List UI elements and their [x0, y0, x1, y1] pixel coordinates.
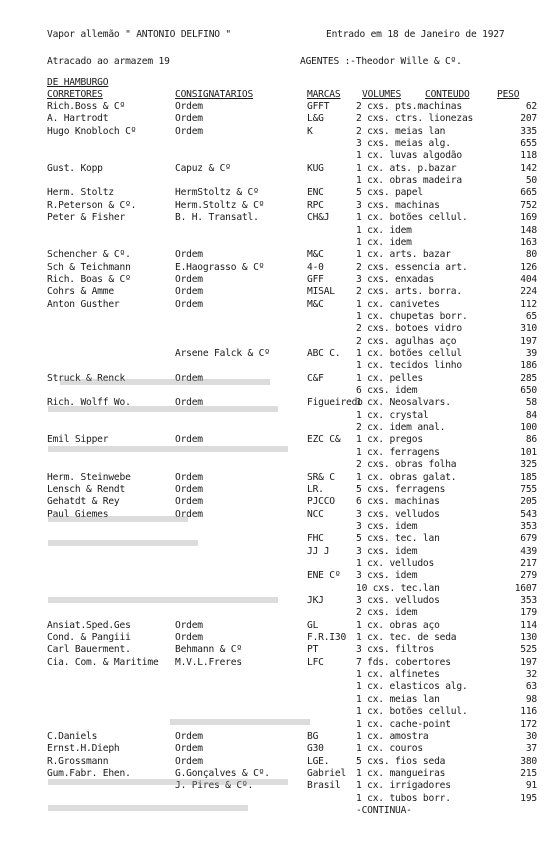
volume-contents: 6 cxs. idem	[356, 385, 418, 397]
volume-contents: 7 fds. cobertores	[356, 656, 451, 668]
broker: R.Peterson & Cº.	[47, 199, 137, 211]
volume-contents: 10 cxs. tec.lan	[356, 582, 440, 594]
manifest-row	[0, 237, 544, 249]
volume-contents: 1 cx. tubos borr.	[356, 792, 451, 804]
mark: JJ J	[307, 545, 330, 557]
consignee: Ordem	[175, 397, 203, 409]
manifest-row	[0, 299, 544, 311]
manifest-row	[0, 138, 544, 150]
manifest-row	[0, 607, 544, 619]
weight: 100	[520, 422, 537, 434]
broker: Gust. Kopp	[47, 162, 103, 174]
volume-contents: 3 cxs. meias alg.	[356, 138, 451, 150]
volume-contents: 1 cx. couros	[356, 743, 423, 755]
volume-contents: 3 cxs. filtros	[356, 644, 435, 656]
broker: Ernst.H.Dieph	[47, 743, 120, 755]
mark: EZC C&	[307, 434, 341, 446]
volume-contents: 1 cx. tecidos linho	[356, 360, 462, 372]
volume-contents: 5 cxs. tec. lan	[356, 533, 440, 545]
weight: 98	[525, 693, 537, 705]
manifest-row	[0, 472, 544, 484]
volume-contents: 2 cxs. arts. borra.	[356, 286, 462, 298]
mark: 4-0	[307, 261, 324, 273]
weight: 163	[520, 236, 537, 248]
col-header-marks: MARCAS	[307, 89, 341, 100]
volume-contents: 5 cxs. fios seda	[356, 755, 446, 767]
volume-contents: 3 cxs. enxadas	[356, 273, 435, 285]
manifest-row	[0, 743, 544, 755]
manifest-row	[0, 212, 544, 224]
weight: 172	[520, 718, 537, 730]
broker: Schencher & Cº.	[47, 249, 131, 261]
mark: G30	[307, 743, 324, 755]
manifest-row	[0, 459, 544, 471]
mark: LR.	[307, 483, 324, 495]
origin-port: DE HAMBURGO	[47, 77, 109, 88]
weight: 679	[520, 533, 537, 545]
volume-contents: 1 cx. ats. p.bazar	[356, 162, 457, 174]
volume-contents: 1 cx. Neosalvars.	[356, 397, 451, 409]
manifest-row	[0, 163, 544, 175]
volume-contents: 3 cxs. velludos	[356, 595, 440, 606]
volume-contents: 3 cxs. idem	[356, 520, 418, 532]
volume-contents: 1 cx. botões cellul	[356, 348, 462, 359]
weight: 285	[520, 372, 537, 384]
consignee: HermStoltz & Cº	[175, 187, 259, 199]
broker: Sch & Teichmann	[47, 261, 131, 273]
volume-contents: 1 cx. ferragens	[356, 446, 440, 458]
weight: 142	[520, 162, 537, 174]
volume-contents: 1 cx. crystal	[356, 409, 429, 421]
weight: 380	[520, 755, 537, 767]
volume-contents: 3 cxs. idem	[356, 545, 418, 557]
mark: GFF	[307, 273, 324, 285]
consignee: Herm.Stoltz & Cº	[175, 199, 265, 211]
weight: 439	[520, 545, 537, 557]
manifest-row	[0, 101, 544, 113]
consignee: Ordem	[175, 632, 203, 644]
volume-contents: 1 cx. tec. de seda	[356, 632, 457, 644]
weight: 91	[525, 780, 537, 792]
consignee: B. H. Transatl.	[175, 212, 259, 224]
volume-contents: 1 cx. mangueiras	[356, 767, 446, 779]
volume-contents: 1 cx. botões cellul.	[356, 212, 468, 224]
mark: GL	[307, 619, 319, 631]
consignee: Ordem	[175, 249, 203, 261]
weight: 186	[520, 360, 537, 372]
weight: 543	[520, 508, 537, 520]
weight: 179	[520, 607, 537, 619]
faded-ink	[60, 379, 270, 385]
mark: L&G	[307, 113, 324, 125]
weight: 752	[520, 199, 537, 211]
faded-ink	[48, 516, 188, 522]
consignee: Ordem	[175, 125, 203, 137]
mark: JKJ	[307, 595, 324, 606]
faded-ink	[48, 406, 278, 412]
consignee: Arsene Falck & Cº	[175, 348, 270, 359]
manifest-row	[0, 385, 544, 397]
weight: 65	[525, 310, 537, 322]
consignee: Ordem	[175, 730, 203, 742]
manifest-row	[0, 187, 544, 199]
consignee: Ordem	[175, 434, 203, 446]
weight: 525	[520, 644, 537, 656]
broker: Rich.Boss & Cº	[47, 101, 126, 112]
weight: 101	[520, 446, 537, 458]
mark: M&C	[307, 298, 324, 310]
weight: 62	[525, 101, 537, 112]
col-header-volumes: VOLUMES	[362, 89, 402, 100]
broker: Lensch & Rendt	[47, 483, 126, 495]
volume-contents: 1 cx. canivetes	[356, 298, 440, 310]
volume-contents: 5 cxs. papel	[356, 187, 423, 199]
volume-contents: 1 cx. pelles	[356, 372, 423, 384]
weight: 58	[525, 397, 537, 409]
mark: LGE.	[307, 755, 330, 767]
weight: 148	[520, 224, 537, 236]
weight: 755	[520, 483, 537, 495]
col-header-consignees: CONSIGNATARIOS	[175, 89, 254, 100]
volume-contents: 5 cxs. ferragens	[356, 483, 446, 495]
col-header-contents: CONTEUDO	[425, 89, 470, 100]
manifest-row	[0, 583, 544, 595]
weight: 224	[520, 286, 537, 298]
volume-contents: 1 cx. obras galat.	[356, 471, 457, 483]
weight: 80	[525, 249, 537, 261]
manifest-row	[0, 274, 544, 286]
manifest-row	[0, 620, 544, 632]
manifest-row	[0, 286, 544, 298]
weight: 32	[525, 669, 537, 681]
consignee: Ordem	[175, 508, 203, 520]
volume-contents: 3 cxs. idem	[356, 570, 418, 582]
weight: 118	[520, 150, 537, 162]
manifest-row	[0, 632, 544, 644]
volume-contents: 1 cx. luvas algodão	[356, 150, 462, 162]
manifest-row	[0, 311, 544, 323]
volume-contents: 2 cxs. agulhas aço	[356, 335, 457, 347]
weight: 205	[520, 496, 537, 508]
broker: Gehatdt & Rey	[47, 496, 120, 508]
manifest-row	[0, 558, 544, 570]
volume-contents: 1 cx. chupetas borr.	[356, 310, 468, 322]
volume-contents: 1 cx. arts. bazar	[356, 249, 451, 261]
consignee: Ordem	[175, 113, 203, 125]
volume-contents: 1 cx. cache-point	[356, 718, 451, 730]
weight: 86	[525, 434, 537, 446]
mark: Figueiredo	[307, 397, 363, 409]
volume-contents: 1 cx. irrigadores	[356, 780, 451, 792]
mark: BG	[307, 730, 319, 742]
broker: Anton Gusther	[47, 298, 120, 310]
consignee: Ordem	[175, 496, 203, 508]
volume-contents: 2 cx. idem anal.	[356, 422, 446, 434]
consignee: G.Gonçalves & Cº.	[175, 767, 270, 779]
manifest-row	[0, 262, 544, 274]
weight: 215	[520, 767, 537, 779]
weight: 112	[520, 298, 537, 310]
faded-ink	[48, 446, 288, 452]
mark: C&F	[307, 372, 324, 384]
broker: Peter & Fisher	[47, 212, 126, 224]
col-header-brokers: CORRETORES	[47, 89, 103, 100]
manifest-row	[0, 496, 544, 508]
mark: ENC	[307, 187, 324, 199]
mark: FHC	[307, 533, 324, 545]
manifest-row	[0, 175, 544, 187]
broker: Cohrs & Amme	[47, 286, 114, 298]
manifest-row	[0, 422, 544, 434]
weight: 185	[520, 471, 537, 483]
weight: 30	[525, 730, 537, 742]
weight: 195	[520, 792, 537, 804]
manifest-row	[0, 249, 544, 261]
mark: NCC	[307, 508, 324, 520]
faded-ink	[48, 597, 278, 603]
volume-contents: 3 cxs. machinas	[356, 199, 440, 211]
consignee: Ordem	[175, 471, 203, 483]
manifest-row	[0, 644, 544, 656]
volume-contents: 1 cx. velludos	[356, 557, 435, 569]
manifest-row	[0, 348, 544, 360]
broker: Struck & Renck	[47, 372, 126, 384]
manifest-row	[0, 694, 544, 706]
mark: K	[307, 125, 313, 137]
manifest-row	[0, 225, 544, 237]
volume-contents: 1 cx. elasticos alg.	[356, 681, 468, 693]
weight: 126	[520, 261, 537, 273]
manifest-row	[0, 731, 544, 743]
weight: 335	[520, 125, 537, 137]
broker: Hugo Knobloch Cº	[47, 125, 137, 137]
volume-contents: 2 cxs. idem	[356, 607, 418, 619]
volume-contents: 2 cxs. pts.machinas	[356, 101, 462, 112]
broker: Ansiat.Sped.Ges	[47, 619, 131, 631]
consignee: Ordem	[175, 619, 203, 631]
volume-contents: 1 cx. meias lan	[356, 693, 440, 705]
mark: ABC C.	[307, 348, 341, 359]
mark: RPC	[307, 199, 324, 211]
broker: R.Grossmann	[47, 755, 109, 767]
manifest-row	[0, 336, 544, 348]
arrival-date: Entrado em 18 de Janeiro de 1927	[326, 29, 505, 40]
weight: 1607	[514, 582, 537, 594]
weight: 310	[520, 323, 537, 335]
consignee: Capuz & Cº	[175, 162, 231, 174]
weight: 63	[525, 681, 537, 693]
weight: 217	[520, 557, 537, 569]
mark: SR& C	[307, 471, 335, 483]
volume-contents: 1 cx. obras madeira	[356, 175, 462, 187]
consignee: Ordem	[175, 101, 203, 112]
docked-at: Atracado ao armazem 19	[47, 56, 170, 67]
manifest-row	[0, 521, 544, 533]
consignee: Behmann & Cº	[175, 644, 242, 656]
consignee: Ordem	[175, 372, 203, 384]
volume-contents: 1 cx. obras aço	[356, 619, 440, 631]
volume-contents: 1 cx. alfinetes	[356, 669, 440, 681]
consignee: Ordem	[175, 298, 203, 310]
broker: Herm. Steinwebe	[47, 471, 131, 483]
manifest-row	[0, 434, 544, 446]
broker: Emil Sipper	[47, 434, 109, 446]
consignee: J. Pires & Cº.	[175, 780, 254, 792]
broker: Carl Bauerment.	[47, 644, 131, 656]
weight: 39	[525, 348, 537, 359]
agents: AGENTES :-Theodor Wille & Cº.	[300, 56, 462, 67]
weight: 114	[520, 619, 537, 631]
broker: Gum.Fabr. Ehen.	[47, 767, 131, 779]
consignee: Ordem	[175, 286, 203, 298]
volume-contents: 1 cx. idem	[356, 236, 412, 248]
mark: GFFT	[307, 101, 330, 112]
manifest-row	[0, 681, 544, 693]
mark: Brasil	[307, 780, 341, 792]
mark: Gabriel	[307, 767, 347, 779]
manifest-row	[0, 360, 544, 372]
volume-contents: 3 cxs. velludos	[356, 508, 440, 520]
broker: Rich. Wolff Wo.	[47, 397, 131, 409]
weight: 650	[520, 385, 537, 397]
consignee: Ordem	[175, 743, 203, 755]
volume-contents: 1 cx. pregos	[356, 434, 423, 446]
manifest-row	[0, 126, 544, 138]
weight: 197	[520, 656, 537, 668]
volume-contents: 1 cx. botões cellul.	[356, 706, 468, 718]
weight: 84	[525, 409, 537, 421]
weight: 50	[525, 175, 537, 187]
volume-contents: 2 cxs. obras folha	[356, 459, 457, 471]
consignee: Ordem	[175, 273, 203, 285]
volume-contents: 2 cxs. ctrs. lionezas	[356, 113, 474, 125]
manifest-row	[0, 793, 544, 805]
consignee: Ordem	[175, 483, 203, 495]
manifest-row	[0, 200, 544, 212]
broker: Herm. Stoltz	[47, 187, 114, 199]
faded-ink	[48, 540, 198, 546]
weight: 325	[520, 459, 537, 471]
volume-contents: 2 cxs. meias lan	[356, 125, 446, 137]
mark: LFC	[307, 656, 324, 668]
mark: MISAL	[307, 286, 335, 298]
broker: Paul Giemes	[47, 508, 109, 520]
volume-contents: 2 cxs. essencia art.	[356, 261, 468, 273]
weight: 37	[525, 743, 537, 755]
volume-contents: -CONTINUA-	[356, 804, 412, 816]
mark: CH&J	[307, 212, 330, 224]
weight: 279	[520, 570, 537, 582]
broker: Rich. Boas & Cº	[47, 273, 131, 285]
weight: 169	[520, 212, 537, 224]
manifest-row	[0, 706, 544, 718]
consignee: M.V.L.Freres	[175, 656, 242, 668]
mark: M&C	[307, 249, 324, 261]
consignee: Ordem	[175, 755, 203, 767]
broker: A. Hartrodt	[47, 113, 109, 125]
manifest-row	[0, 484, 544, 496]
mark: KUG	[307, 162, 324, 174]
manifest-row	[0, 756, 544, 768]
volume-contents: 2 cxs. botoes vidro	[356, 323, 462, 335]
faded-ink	[170, 719, 310, 725]
mark: ENE Cº	[307, 570, 341, 582]
volume-contents: 6 cxs. machinas	[356, 496, 440, 508]
mark: PT	[307, 644, 319, 656]
manifest-row	[0, 323, 544, 335]
broker: C.Daniels	[47, 730, 98, 742]
ship-name: Vapor allemão " ANTONIO DELFINO "	[47, 29, 232, 40]
volume-contents: 1 cx. idem	[356, 224, 412, 236]
weight: 197	[520, 335, 537, 347]
manifest-row	[0, 113, 544, 125]
weight: 353	[520, 595, 537, 606]
weight: 655	[520, 138, 537, 150]
volume-contents: 1 cx. amostra	[356, 730, 429, 742]
weight: 353	[520, 520, 537, 532]
manifest-row	[0, 657, 544, 669]
manifest-row	[0, 546, 544, 558]
faded-ink	[48, 805, 248, 811]
broker: Cond. & Pangiii	[47, 632, 131, 644]
manifest-row	[0, 150, 544, 162]
weight: 130	[520, 632, 537, 644]
weight: 207	[520, 113, 537, 125]
mark: PJCCO	[307, 496, 335, 508]
manifest-row	[0, 669, 544, 681]
weight: 116	[520, 706, 537, 718]
consignee: E.Haograsso & Cº	[175, 261, 265, 273]
mark: F.R.I30	[307, 632, 347, 644]
weight: 404	[520, 273, 537, 285]
broker: Cia. Com. & Maritime	[47, 656, 159, 668]
weight: 665	[520, 187, 537, 199]
manifest-row	[0, 570, 544, 582]
col-header-weight: PESO	[497, 89, 520, 100]
faded-ink	[48, 779, 288, 785]
